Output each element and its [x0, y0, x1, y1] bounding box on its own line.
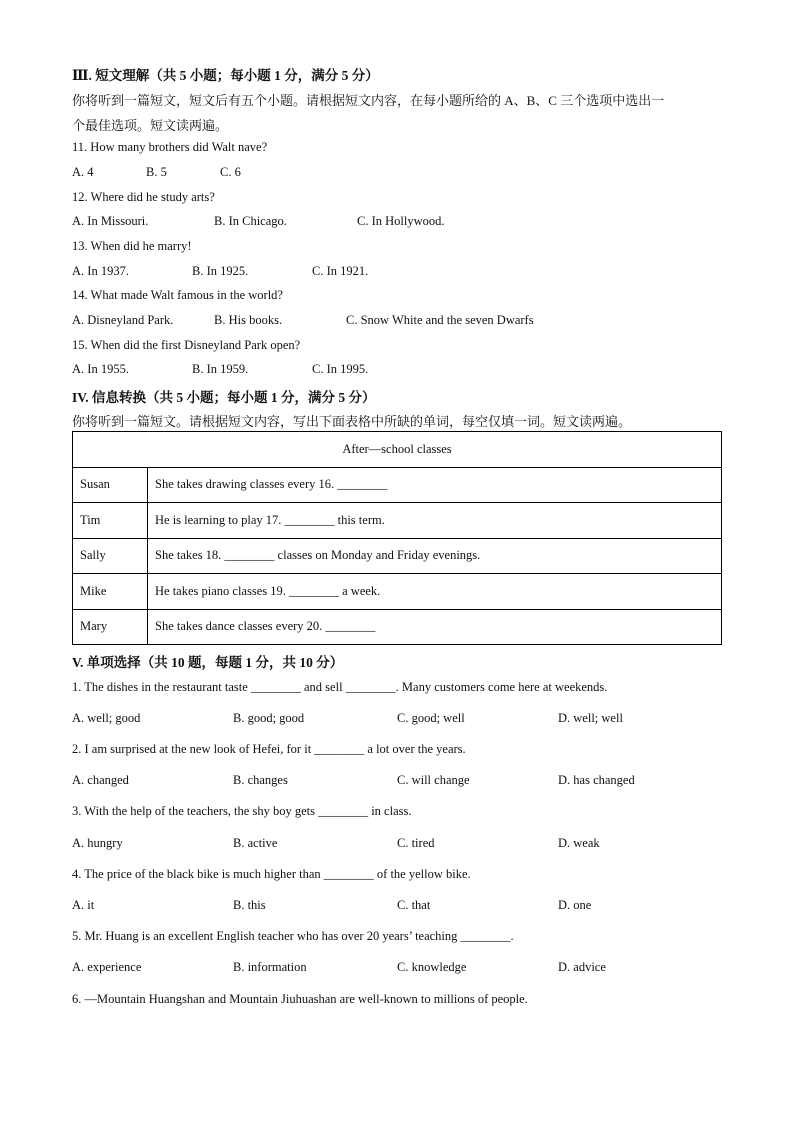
q12-option-a[interactable]: A. In Missouri.: [72, 214, 149, 228]
table-row: [73, 538, 722, 574]
q2-option-a[interactable]: A. changed: [72, 773, 129, 787]
q3-option-c[interactable]: C. tired: [397, 836, 435, 850]
table-row: [73, 609, 722, 645]
question-1: 1. The dishes in the restaurant taste ________ and sell ________. Many customers come here at weekends.: [72, 680, 608, 694]
table-cell-text[interactable]: He takes piano classes 19. ________ a week.: [148, 574, 722, 610]
q15-option-a[interactable]: A. In 1955.: [72, 362, 129, 376]
table-cell-name: Susan: [73, 467, 148, 503]
table-row: [73, 503, 722, 539]
q11-option-b[interactable]: B. 5: [146, 165, 167, 179]
section-3-instruction-line-1: 你将听到一篇短文，短文后有五个小题。请根据短文内容，在每小题所给的 A、B、C 三个选项中选出一: [72, 93, 665, 108]
table-row: [73, 467, 722, 503]
question-3: 3. With the help of the teachers, the shy boy gets ________ in class.: [72, 804, 412, 818]
q4-option-b[interactable]: B. this: [233, 898, 266, 912]
q1-option-b[interactable]: B. good; good: [233, 711, 305, 725]
table-header-row: [73, 432, 722, 468]
q2-option-b[interactable]: B. changes: [233, 773, 288, 787]
section-4-title: IV. 信息转换（共 5 小题；每小题 1 分，满分 5 分）: [72, 390, 376, 405]
table-row: [73, 574, 722, 610]
q13-option-a[interactable]: A. In 1937.: [72, 264, 129, 278]
question-6: 6. —Mountain Huangshan and Mountain Jiuhuashan are well-known to millions of people.: [72, 992, 528, 1006]
section-5-title: V. 单项选择（共 10 题，每题 1 分，共 10 分）: [72, 655, 344, 670]
q14-option-a[interactable]: A. Disneyland Park.: [72, 313, 174, 327]
q3-option-d[interactable]: D. weak: [558, 836, 600, 850]
question-15: 15. When did the first Disneyland Park open?: [72, 338, 301, 352]
q4-option-c[interactable]: C. that: [397, 898, 431, 912]
q5-option-d[interactable]: D. advice: [558, 960, 606, 974]
q14-option-b[interactable]: B. His books.: [214, 313, 283, 327]
table-cell-name: Mary: [73, 609, 148, 645]
table-cell-name: Sally: [73, 538, 148, 574]
q2-option-c[interactable]: C. will change: [397, 773, 470, 787]
question-14: 14. What made Walt famous in the world?: [72, 288, 283, 302]
question-13: 13. When did he marry!: [72, 239, 192, 253]
table-cell-text[interactable]: She takes drawing classes every 16. ________: [148, 467, 722, 503]
q12-option-b[interactable]: B. In Chicago.: [214, 214, 287, 228]
q15-option-c[interactable]: C. In 1995.: [312, 362, 369, 376]
q11-option-c[interactable]: C. 6: [220, 165, 241, 179]
q5-option-a[interactable]: A. experience: [72, 960, 142, 974]
q3-option-a[interactable]: A. hungry: [72, 836, 123, 850]
question-4: 4. The price of the black bike is much higher than ________ of the yellow bike.: [72, 867, 471, 881]
q1-option-d[interactable]: D. well; well: [558, 711, 623, 725]
question-5: 5. Mr. Huang is an excellent English teacher who has over 20 years’ teaching ________.: [72, 929, 514, 943]
table-cell-text[interactable]: He is learning to play 17. ________ this term.: [148, 503, 722, 539]
q5-option-b[interactable]: B. information: [233, 960, 307, 974]
table-cell-name: Mike: [73, 574, 148, 610]
after-school-classes-table: [72, 431, 722, 645]
q14-option-c[interactable]: C. Snow White and the seven Dwarfs: [346, 313, 534, 327]
section-3-instruction-line-2: 个最佳选项。短文读两遍。: [72, 118, 229, 133]
q13-option-c[interactable]: C. In 1921.: [312, 264, 369, 278]
question-12: 12. Where did he study arts?: [72, 190, 215, 204]
table-title: After—school classes: [73, 432, 722, 468]
q3-option-b[interactable]: B. active: [233, 836, 278, 850]
q5-option-c[interactable]: C. knowledge: [397, 960, 467, 974]
table-cell-name: Tim: [73, 503, 148, 539]
q15-option-b[interactable]: B. In 1959.: [192, 362, 249, 376]
q13-option-b[interactable]: B. In 1925.: [192, 264, 249, 278]
section-4-instruction: 你将听到一篇短文。请根据短文内容，写出下面表格中所缺的单词，每空仅填一词。短文读两遍。: [72, 414, 632, 429]
q2-option-d[interactable]: D. has changed: [558, 773, 635, 787]
q4-option-d[interactable]: D. one: [558, 898, 592, 912]
question-11: 11. How many brothers did Walt nave?: [72, 140, 268, 154]
section-3-title: Ⅲ. 短文理解（共 5 小题；每小题 1 分，满分 5 分）: [72, 68, 379, 83]
q12-option-c[interactable]: C. In Hollywood.: [357, 214, 445, 228]
table-cell-text[interactable]: She takes dance classes every 20. ________: [148, 609, 722, 645]
q1-option-c[interactable]: C. good; well: [397, 711, 465, 725]
table-cell-text[interactable]: She takes 18. ________ classes on Monday and Friday evenings.: [148, 538, 722, 574]
q1-option-a[interactable]: A. well; good: [72, 711, 141, 725]
q4-option-a[interactable]: A. it: [72, 898, 95, 912]
q11-option-a[interactable]: A. 4: [72, 165, 94, 179]
question-2: 2. I am surprised at the new look of Hefei, for it ________ a lot over the years.: [72, 742, 466, 756]
